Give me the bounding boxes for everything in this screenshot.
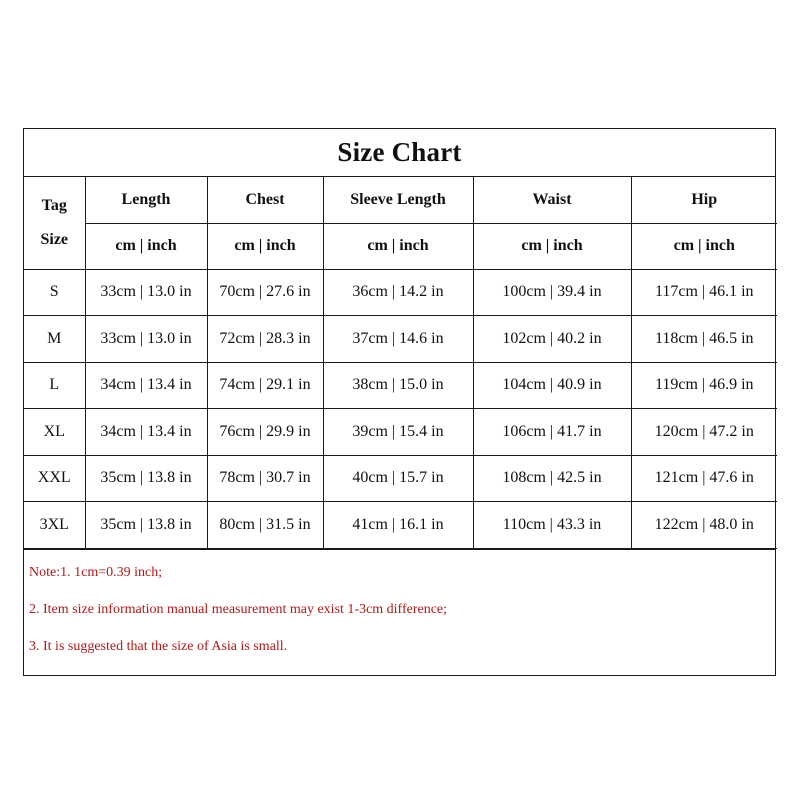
measurement-cell: 118cm | 46.5 in: [631, 316, 777, 363]
measurement-cell: 34cm | 13.4 in: [85, 409, 207, 456]
table-row: [24, 409, 777, 456]
measurement-cell: 102cm | 40.2 in: [473, 316, 631, 363]
measurement-cell: 110cm | 43.3 in: [473, 502, 631, 549]
measurement-cell: 74cm | 29.1 in: [207, 362, 323, 409]
table-row: [24, 455, 777, 502]
table-row: [24, 502, 777, 549]
measurement-cell: 39cm | 15.4 in: [323, 409, 473, 456]
measurement-cell: 38cm | 15.0 in: [323, 362, 473, 409]
unit-row: [24, 223, 777, 269]
size-cell: M: [24, 316, 85, 363]
table-row: [24, 316, 777, 363]
column-header-length: Length: [85, 177, 207, 223]
table-row: [24, 362, 777, 409]
measurement-cell: 119cm | 46.9 in: [631, 362, 777, 409]
measurement-cell: 78cm | 30.7 in: [207, 455, 323, 502]
size-cell: XL: [24, 409, 85, 456]
measurement-cell: 40cm | 15.7 in: [323, 455, 473, 502]
measurement-cell: 35cm | 13.8 in: [85, 502, 207, 549]
measurement-cell: 106cm | 41.7 in: [473, 409, 631, 456]
unit-label: cm | inch: [323, 223, 473, 269]
unit-label: cm | inch: [473, 223, 631, 269]
size-table: [24, 177, 777, 549]
note-line: 3. It is suggested that the size of Asia is small.: [29, 638, 288, 654]
measurement-cell: 108cm | 42.5 in: [473, 455, 631, 502]
column-header-waist: Waist: [473, 177, 631, 223]
measurement-cell: 36cm | 14.2 in: [323, 269, 473, 316]
column-header-chest: Chest: [207, 177, 323, 223]
measurement-cell: 72cm | 28.3 in: [207, 316, 323, 363]
notes-section: [24, 549, 775, 671]
measurement-cell: 80cm | 31.5 in: [207, 502, 323, 549]
tag-header-line-1: Tag: [41, 196, 67, 214]
size-cell: XXL: [24, 455, 85, 502]
column-header-hip: Hip: [631, 177, 777, 223]
measurement-cell: 34cm | 13.4 in: [85, 362, 207, 409]
tag-size-header: [24, 177, 85, 269]
unit-label: cm | inch: [85, 223, 207, 269]
size-chart-title: Size Chart: [24, 129, 775, 177]
note-line: 2. Item size information manual measurement may exist 1-3cm difference;: [29, 601, 448, 617]
measurement-cell: 117cm | 46.1 in: [631, 269, 777, 316]
size-cell: 3XL: [24, 502, 85, 549]
table-row: [24, 269, 777, 316]
measurement-cell: 33cm | 13.0 in: [85, 269, 207, 316]
tag-header-line-2: Size: [40, 230, 69, 248]
measurement-cell: 33cm | 13.0 in: [85, 316, 207, 363]
unit-label: cm | inch: [631, 223, 777, 269]
measurement-cell: 120cm | 47.2 in: [631, 409, 777, 456]
measurement-cell: 70cm | 27.6 in: [207, 269, 323, 316]
table-header-row: [24, 177, 777, 223]
measurement-cell: 122cm | 48.0 in: [631, 502, 777, 549]
measurement-cell: 76cm | 29.9 in: [207, 409, 323, 456]
unit-label: cm | inch: [207, 223, 323, 269]
measurement-cell: 37cm | 14.6 in: [323, 316, 473, 363]
measurement-cell: 35cm | 13.8 in: [85, 455, 207, 502]
size-chart-frame: [23, 128, 776, 676]
size-cell: L: [24, 362, 85, 409]
size-cell: S: [24, 269, 85, 316]
measurement-cell: 121cm | 47.6 in: [631, 455, 777, 502]
measurement-cell: 100cm | 39.4 in: [473, 269, 631, 316]
measurement-cell: 104cm | 40.9 in: [473, 362, 631, 409]
measurement-cell: 41cm | 16.1 in: [323, 502, 473, 549]
note-line: Note:1. 1cm=0.39 inch;: [29, 564, 163, 580]
column-header-sleeve-length: Sleeve Length: [323, 177, 473, 223]
